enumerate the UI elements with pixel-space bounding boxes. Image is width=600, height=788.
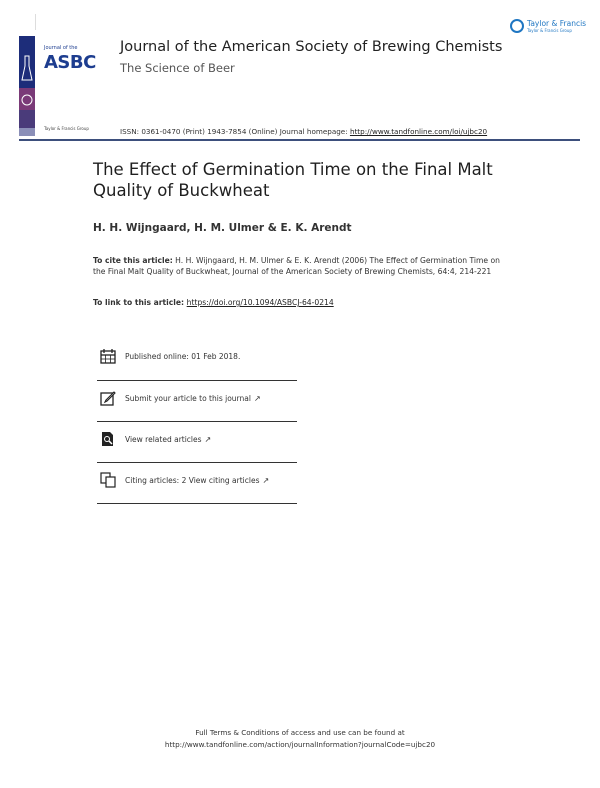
publisher-tagline: Taylor & Francis Group (527, 28, 572, 33)
article-title: The Effect of Germination Time on the Final Malt Quality of Buckwheat (93, 160, 493, 200)
hops-icon (21, 92, 33, 108)
cover-strip (19, 110, 35, 128)
citation-block (93, 255, 513, 277)
publisher-logo-icon (510, 19, 524, 33)
submit-article-link[interactable] (125, 394, 261, 403)
calendar-icon (100, 348, 116, 364)
journal-cover-thumbnail (19, 14, 103, 136)
footer-terms-link[interactable]: http://www.tandfonline.com/action/journalInformation?journalCode=ujbc20 (164, 740, 436, 749)
divider (97, 462, 297, 463)
divider (97, 503, 297, 504)
citing-articles-label: Citing articles: 2 View citing articles (125, 476, 260, 485)
related-articles-link[interactable] (125, 435, 211, 444)
header-divider (19, 139, 580, 141)
citing-articles-row[interactable] (97, 466, 297, 506)
issn-line (120, 127, 487, 136)
link-line (93, 298, 334, 307)
submit-article-label: Submit your article to this journal (125, 394, 251, 403)
cover-publisher: Taylor & Francis Group (44, 126, 89, 131)
external-link-icon: ↗ (253, 394, 261, 403)
flask-icon (21, 54, 33, 84)
doi-link[interactable]: https://doi.org/10.1094/ASBCJ-64-0214 (186, 298, 334, 307)
divider (97, 380, 297, 381)
related-articles-label: View related articles (125, 435, 202, 444)
footer (0, 727, 600, 751)
cite-text: H. H. Wijngaard, H. M. Ulmer & E. K. Arendt (2006) The Effect of Germination Time on the Final Malt Quality of Buckwheat, Journal of the American Society of Brewing Chemists, 64:4, 214-221 (93, 256, 500, 276)
external-link-icon: ↗ (262, 476, 270, 485)
article-authors: H. H. Wijngaard, H. M. Ulmer & E. K. Arendt (93, 222, 352, 234)
journal-title: Journal of the American Society of Brewing Chemists (120, 39, 503, 55)
cite-label: To cite this article: (93, 256, 173, 265)
issn-text: ISSN: 0361-0470 (Print) 1943-7854 (Online) Journal homepage: (120, 127, 350, 136)
publisher-name: Taylor & Francis (527, 19, 587, 28)
journal-subtitle: The Science of Beer (120, 61, 235, 75)
external-link-icon: ↗ (204, 435, 212, 444)
cover-acronym: ASBC (44, 52, 96, 73)
link-label: To link to this article: (93, 298, 187, 307)
journal-homepage-link[interactable]: http://www.tandfonline.com/loi/ujbc20 (349, 127, 488, 136)
divider (97, 421, 297, 422)
related-articles-row[interactable] (97, 425, 297, 465)
published-online-label: Published online: 01 Feb 2018. (125, 352, 241, 361)
cover-journal-of-the: Journal of the (44, 45, 78, 51)
publisher-logo (510, 17, 587, 39)
cover-strip (19, 128, 35, 136)
citing-articles-icon (100, 472, 116, 488)
submit-article-row[interactable] (97, 384, 297, 424)
document-search-icon (100, 431, 116, 447)
edit-icon (100, 390, 116, 406)
published-online-row (97, 342, 297, 382)
citing-articles-link[interactable] (125, 476, 269, 485)
footer-terms-text: Full Terms & Conditions of access and use can be found at (195, 728, 405, 737)
cover-strip (19, 14, 36, 30)
